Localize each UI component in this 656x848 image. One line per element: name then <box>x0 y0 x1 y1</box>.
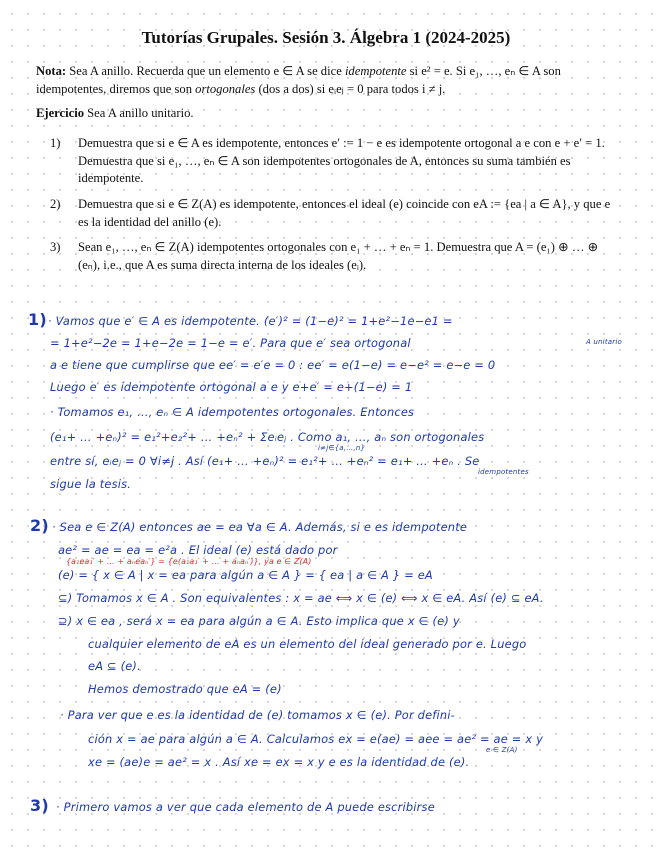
hw-annotation: A unitario <box>586 338 622 346</box>
hw-line: · Vamos que e′ ∈ A es idempotente. (e′)² = (1−e)² = 1+e²−1e−e1 = <box>48 314 453 328</box>
hw-line: · Para ver que e es la identidad de (e) tomamos x ∈ (e). Por defini- <box>60 708 455 722</box>
hw-line: = 1+e²−2e = 1+e−2e = 1−e = e′. Para que e′ sea ortogonal <box>50 336 411 350</box>
hw-line: (e₁+ … +eₙ)² = e₁²+e₂²+ … +eₙ² + Σeᵢeⱼ . Como a₁, …, aₙ son ortogonales <box>50 430 485 444</box>
hw-red-annotation: {a₁ea₁′ + … + aₙeaₙ′} = {e(a₁a₁′ + … + aₙaₙ′)}, ya e ∈ Z(A) <box>66 557 312 566</box>
hw-line: eA ⊆ (e). <box>88 659 141 673</box>
page-title: Tutorías Grupales. Sesión 3. Álgebra 1 (2024-2025) <box>141 28 511 47</box>
item-number: 3) <box>50 240 61 254</box>
item-number: 1) <box>50 136 61 150</box>
note-text-2: si e² = e. Si e₁, …, eₙ ∈ A son idempotentes, diremos que son <box>36 64 561 96</box>
hw-line: · Sea e ∈ Z(A) entonces ae = ea ∀a ∈ A. Además, si e es idempotente <box>52 520 468 534</box>
hw-line: a e tiene que cumplirse que ee′ = e′e = 0 : ee′ = e(1−e) = e−e² = e−e = 0 <box>50 358 496 372</box>
hw-line: Luego e′ es idempotente ortogonal a e y e+e′ = e+(1−e) = 1 <box>50 380 413 394</box>
note-term-idempotente: idempotente <box>344 64 407 78</box>
hw-line: ⊆) Tomamos x ∈ A . Son equivalentes : x = ae ⟺ x ∈ (e) ⟺ x ∈ eA. Así (e) ⊆ eA. <box>58 591 544 605</box>
exercise-text: Sea A anillo unitario. <box>84 106 194 120</box>
item-text: Demuestra que si e ∈ A es idempotente, entonces e′ := 1 − e es idempotente ortogonal a e con e + e′ = 1. Demuestra que si e₁, …, eₙ ∈ A son idempotentes ortogonales de A, entonces su suma también es idempotente. <box>78 136 605 185</box>
exercise-label: Ejercicio <box>36 106 85 120</box>
note-term-ortogonales: ortogonales <box>195 82 256 96</box>
hw-annotation: e ∈ Z(A) <box>486 746 518 754</box>
note-label: Nota: <box>36 64 67 78</box>
hw-number-2: 2) <box>30 516 49 535</box>
hw-line: ae² = ae = ea = e²a . El ideal (e) está dado por <box>58 543 338 557</box>
hw-line: ción x = ae para algún a ∈ A. Calculamos ex = e(ae) = aee = ae² = ae = x y <box>88 732 544 746</box>
note-text-3: (dos a dos) si eᵢeⱼ = 0 para todos i ≠ j. <box>255 82 446 96</box>
hw-number-3: 3) <box>30 796 49 815</box>
item-number: 2) <box>50 197 61 211</box>
hw-line: xe = (ae)e = ae² = x . Así xe = ex = x y e es la identidad de (e). <box>88 755 470 769</box>
hw-line: · Primero vamos a ver que cada elemento de A puede escribirse <box>56 800 435 814</box>
item-text: Demuestra que si e ∈ Z(A) es idempotente, entonces el ideal (e) coincide con eA := {ea | a ∈ A}, y que e es la identidad del anillo (e). <box>78 197 611 229</box>
hw-line: sigue la tesis. <box>50 477 132 491</box>
note-text-1: Sea A anillo. Recuerda que un elemento e ∈ A se dice <box>66 64 345 78</box>
hw-line: cualquier elemento de eA es un elemento del ideal generado por e. Luego <box>88 637 527 651</box>
item-text: Sean e₁, …, eₙ ∈ Z(A) idempotentes ortogonales con e₁ + … + eₙ = 1. Demuestra que A = (e₁) ⊕ … ⊕ (eₙ), i.e., que A es suma directa interna de los ideales (eᵢ). <box>78 240 599 272</box>
hw-annotation: i≠j∈{a,…,n} <box>318 444 366 452</box>
hw-number-1: 1) <box>28 310 47 329</box>
hw-line: ⊇) x ∈ ea , será x = ea para algún a ∈ A. Esto implica que x ∈ (e) y <box>58 614 460 628</box>
hw-line: Hemos demostrado que eA = (e) <box>88 682 282 696</box>
hw-annotation: idempotentes <box>478 468 529 476</box>
hw-line: · Tomamos e₁, …, eₙ ∈ A idempotentes ortogonales. Entonces <box>50 405 415 419</box>
hw-line: (e) = { x ∈ A | x = ea para algún a ∈ A } = { ea | a ∈ A } = eA <box>58 568 433 582</box>
hw-line: entre sí, eᵢeⱼ = 0 ∀i≠j . Así (e₁+ … +eₙ)² = e₁²+ … +eₙ² = e₁+ … +eₙ . Se <box>50 454 480 468</box>
